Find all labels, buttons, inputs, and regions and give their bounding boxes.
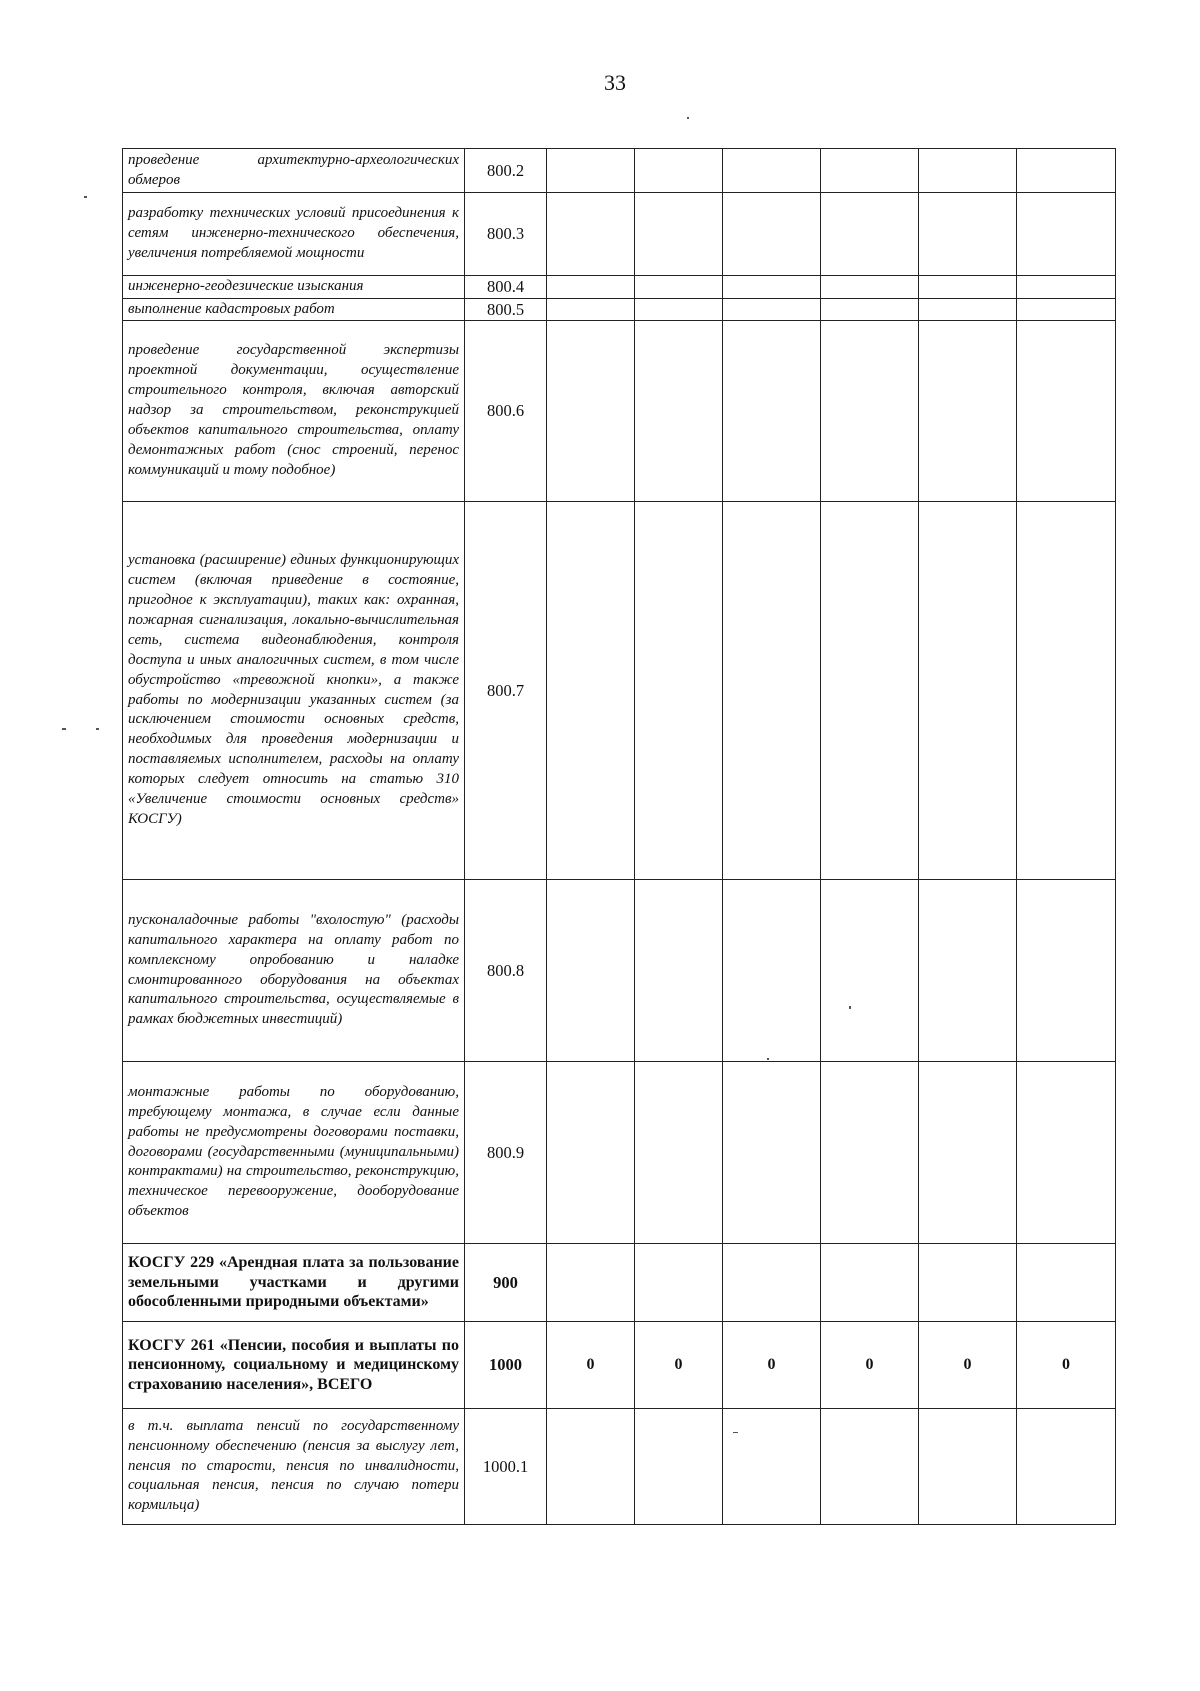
value-cell — [919, 276, 1017, 299]
value-cell — [821, 193, 919, 276]
value-cell — [919, 193, 1017, 276]
row-code: 800.9 — [465, 1062, 547, 1244]
value-cell — [821, 1062, 919, 1244]
table-row — [123, 1244, 1116, 1322]
table-row — [123, 880, 1116, 1062]
value-cell — [919, 299, 1017, 321]
value-cell — [635, 1244, 723, 1322]
row-code: 800.3 — [465, 193, 547, 276]
value-cell — [1017, 276, 1116, 299]
row-description: КОСГУ 261 «Пенсии, пособия и выплаты по пенсионному, социальному и медицинскому страхованию населения», ВСЕГО — [123, 1322, 465, 1409]
table-row — [123, 1409, 1116, 1525]
value-cell — [821, 502, 919, 880]
table-row — [123, 1322, 1116, 1409]
value-cell — [919, 321, 1017, 502]
row-code: 800.5 — [465, 299, 547, 321]
value-cell — [547, 880, 635, 1062]
value-cell — [723, 299, 821, 321]
value-cell: 0 — [1017, 1322, 1116, 1409]
scan-speck — [733, 1432, 738, 1433]
row-description: инженерно-геодезические изыскания — [123, 276, 465, 299]
value-cell — [1017, 1409, 1116, 1525]
value-cell — [723, 880, 821, 1062]
value-cell — [821, 1409, 919, 1525]
value-cell — [635, 149, 723, 193]
value-cell — [1017, 321, 1116, 502]
scan-speck — [96, 728, 99, 730]
value-cell — [635, 502, 723, 880]
page-number: 33 — [604, 70, 626, 95]
value-cell — [919, 1062, 1017, 1244]
value-cell — [635, 276, 723, 299]
value-cell — [547, 321, 635, 502]
value-cell — [1017, 149, 1116, 193]
table-row — [123, 502, 1116, 880]
value-cell — [821, 880, 919, 1062]
scan-speck — [767, 1058, 769, 1060]
value-cell — [723, 1244, 821, 1322]
table-row — [123, 299, 1116, 321]
value-cell: 0 — [635, 1322, 723, 1409]
value-cell — [821, 299, 919, 321]
row-description: КОСГУ 229 «Арендная плата за пользование земельными участками и другими обособленными природными объектами» — [123, 1244, 465, 1322]
value-cell — [547, 1244, 635, 1322]
row-code: 800.7 — [465, 502, 547, 880]
row-code: 800.6 — [465, 321, 547, 502]
budget-table — [122, 148, 1116, 1525]
row-code: 800.8 — [465, 880, 547, 1062]
value-cell — [723, 276, 821, 299]
scan-speck — [62, 728, 66, 730]
value-cell — [635, 880, 723, 1062]
row-description: пусконаладочные работы "вхолостую" (расходы капитального характера на оплату работ по комплексному опробованию и наладке смонтированного оборудования на объектах капитального строительства, осуществляемые в рамках бюджетных инвестиций) — [123, 880, 465, 1062]
value-cell — [635, 1062, 723, 1244]
table-row — [123, 321, 1116, 502]
value-cell: 0 — [547, 1322, 635, 1409]
value-cell — [821, 321, 919, 502]
row-code: 1000 — [465, 1322, 547, 1409]
value-cell — [821, 276, 919, 299]
table-row — [123, 1062, 1116, 1244]
value-cell — [723, 193, 821, 276]
row-code: 800.2 — [465, 149, 547, 193]
value-cell — [547, 193, 635, 276]
value-cell — [723, 502, 821, 880]
row-description: проведение государственной экспертизы проектной документации, осуществление строительного контроля, включая авторский надзор за строительством, реконструкцией объектов капитального строительства, оплату демонтажных работ (снос строений, перенос коммуникаций и тому подобное) — [123, 321, 465, 502]
value-cell — [723, 321, 821, 502]
value-cell — [1017, 1244, 1116, 1322]
value-cell: 0 — [919, 1322, 1017, 1409]
value-cell — [1017, 880, 1116, 1062]
table-row — [123, 276, 1116, 299]
value-cell — [723, 1062, 821, 1244]
row-description: в т.ч. выплата пенсий по государственному пенсионному обеспечению (пенсия за выслугу лет, пенсия по старости, пенсия по инвалидности, социальная пенсия, пенсия по случаю потери кормильца) — [123, 1409, 465, 1525]
value-cell — [723, 1409, 821, 1525]
value-cell — [547, 502, 635, 880]
row-description: установка (расширение) единых функционирующих систем (включая приведение в состояние, пригодное к эксплуатации), таких как: охранная, пожарная сигнализация, локально-вычислительная сеть, система видеонаблюдения, контроля доступа и иных аналогичных систем, в том числе обустройство «тревожной кнопки», а также работы по модернизации указанных систем (за исключением стоимости основных средств, необходимых для проведения модернизации и поставляемых исполнителем, расходы на оплату которых следует относить на статью 310 «Увеличение стоимости основных средств» КОСГУ) — [123, 502, 465, 880]
value-cell — [635, 1409, 723, 1525]
value-cell — [919, 149, 1017, 193]
value-cell — [635, 321, 723, 502]
value-cell — [919, 880, 1017, 1062]
scan-speck — [687, 117, 689, 119]
value-cell — [547, 299, 635, 321]
value-cell — [821, 149, 919, 193]
value-cell — [1017, 193, 1116, 276]
row-description: проведение архитектурно-археологических обмеров — [123, 149, 465, 193]
value-cell — [635, 193, 723, 276]
table-row — [123, 193, 1116, 276]
value-cell: 0 — [723, 1322, 821, 1409]
row-description: разработку технических условий присоединения к сетям инженерно-технического обеспечения, увеличения потребляемой мощности — [123, 193, 465, 276]
value-cell — [547, 1409, 635, 1525]
value-cell — [547, 149, 635, 193]
value-cell — [547, 1062, 635, 1244]
value-cell — [1017, 1062, 1116, 1244]
value-cell — [723, 149, 821, 193]
scan-speck — [849, 1006, 851, 1009]
value-cell — [821, 1244, 919, 1322]
row-description: выполнение кадастровых работ — [123, 299, 465, 321]
value-cell — [919, 502, 1017, 880]
value-cell — [1017, 502, 1116, 880]
row-code: 800.4 — [465, 276, 547, 299]
table-row — [123, 149, 1116, 193]
scan-speck — [84, 196, 87, 198]
value-cell — [547, 276, 635, 299]
row-description: монтажные работы по оборудованию, требующему монтажа, в случае если данные работы не предусмотрены договорами поставки, договорами (государственными (муниципальными) контрактами) на строительство, реконструкцию, техническое перевооружение, дооборудование объектов — [123, 1062, 465, 1244]
row-code: 1000.1 — [465, 1409, 547, 1525]
value-cell: 0 — [821, 1322, 919, 1409]
value-cell — [919, 1409, 1017, 1525]
value-cell — [919, 1244, 1017, 1322]
value-cell — [1017, 299, 1116, 321]
value-cell — [635, 299, 723, 321]
row-code: 900 — [465, 1244, 547, 1322]
